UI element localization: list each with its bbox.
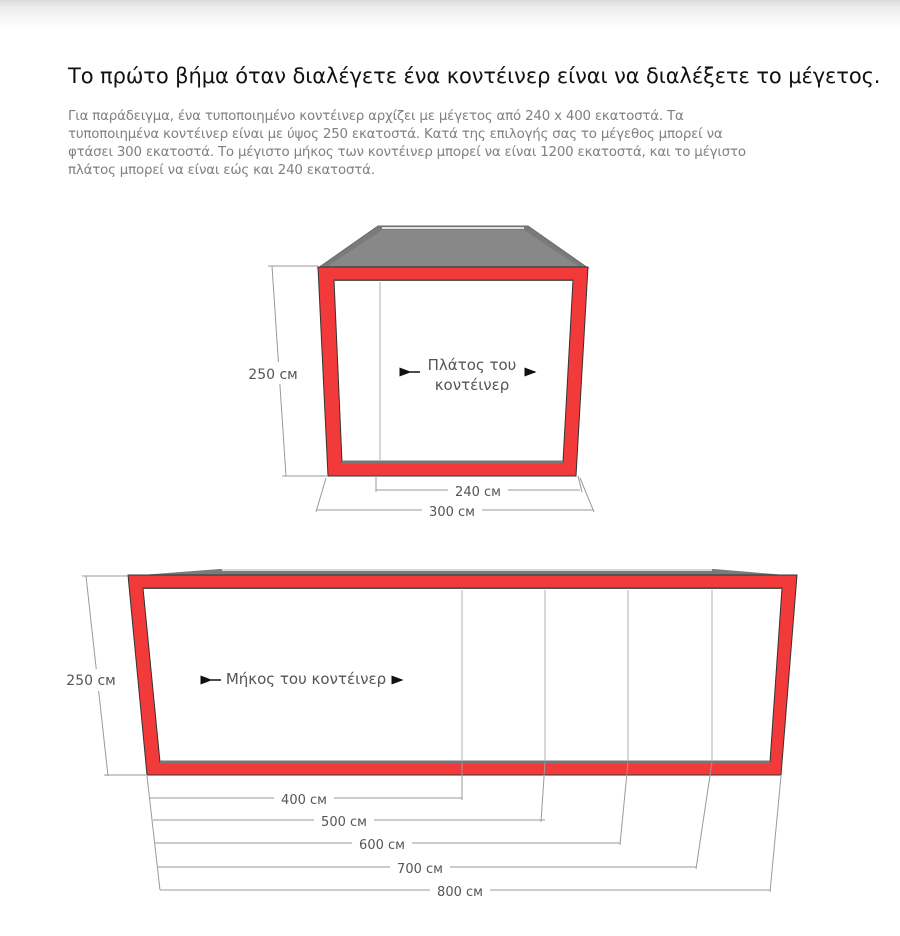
dim-400-label: 400 см bbox=[281, 793, 327, 808]
front-height-label: 250 см bbox=[248, 367, 298, 383]
side-view-container bbox=[62, 569, 797, 900]
page-heading: Το πρώτο βήμα όταν διαλέγετε ένα κοντέινερ είναι να διαλέξετε το μέγετος. bbox=[68, 64, 881, 88]
side-length-label: Μήκος του κοντέινερ bbox=[225, 670, 387, 688]
dim-240-label: 240 см bbox=[455, 485, 501, 500]
front-width-label-line2: κοντέινερ bbox=[434, 376, 510, 394]
dim-300-label: 300 см bbox=[429, 505, 475, 520]
dim-700-label: 700 см bbox=[397, 862, 443, 877]
front-width-label-line1: Πλάτος του bbox=[427, 356, 517, 374]
dim-800-label: 800 см bbox=[437, 885, 483, 900]
dim-500-label: 500 см bbox=[321, 815, 367, 830]
front-view-container bbox=[244, 226, 594, 520]
intro-paragraph: Για παράδειγμα, ένα τυποποιημένο κοντέινερ αρχίζει με μέγετος από 240 x 400 εκατοστά. Τα τυποποιημένα κοντέινερ είναι με ύψος 250 εκατοστά. Κατά της επιλογής σας το μέγεθος μπορεί να φτάσει 300 εκατοστά. Το μέγιστο μήκος των κοντέινερ μπορεί να είναι 1200 εκατοστά, και το μέγιστο πλάτος μπορεί να είναι εώς και 240 εκατοστά. bbox=[68, 109, 746, 178]
side-height-label: 250 см bbox=[66, 673, 116, 689]
dim-600-label: 600 см bbox=[359, 838, 405, 853]
